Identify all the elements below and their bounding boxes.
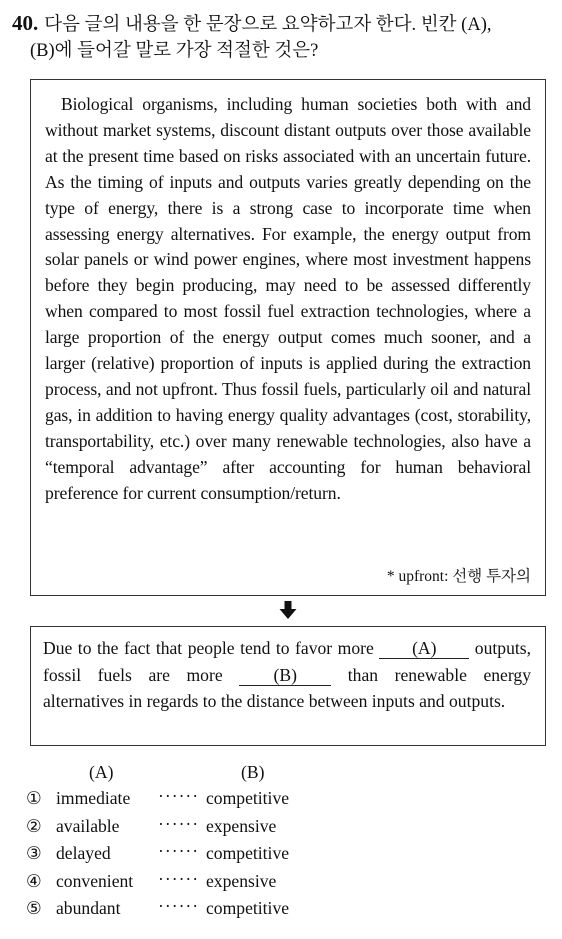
option-a-word: abundant [56, 898, 121, 918]
option-marker: ④ [26, 870, 42, 891]
option-separator: ······ [158, 896, 200, 916]
option-a-word: convenient [56, 870, 134, 891]
option-marker: ⑤ [26, 898, 42, 918]
option-marker: ① [26, 788, 42, 808]
blank-a: (A) [379, 638, 469, 659]
option-a-word: immediate [56, 788, 131, 808]
footnote: * upfront: 선행 투자의 [386, 568, 531, 585]
option-5[interactable] [26, 898, 326, 926]
option-separator: ······ [158, 786, 200, 806]
option-b-word: competitive [206, 843, 290, 863]
option-b-word: competitive [206, 898, 290, 918]
option-b-word: competitive [206, 788, 290, 808]
option-3[interactable] [26, 843, 326, 871]
question-number: 40. [12, 11, 39, 35]
answer-options [26, 762, 326, 926]
option-b-word: expensive [206, 815, 277, 836]
option-marker: ② [26, 815, 42, 836]
option-a-word: available [56, 815, 120, 836]
option-marker: ③ [26, 843, 42, 863]
option-4[interactable] [26, 868, 326, 899]
summary-text-part1: Due to the fact that people tend to favor more [43, 638, 380, 658]
blank-b: (B) [239, 665, 331, 686]
option-separator: ······ [158, 868, 200, 889]
options-header-a: (A) [89, 762, 114, 782]
option-b-word: expensive [206, 870, 277, 891]
question-stem [12, 10, 552, 64]
down-arrow-icon [278, 600, 298, 620]
option-separator: ······ [158, 841, 200, 861]
question-text-line2: (B)에 들어갈 말로 가장 적절한 것은? [30, 41, 319, 61]
passage-text: Biological organisms, including human societies both with and without market systems, discount distant outputs over those available at the present time based on risks associated with an uncertain future. As the timing of inputs and outputs varies greatly depending on the type of energy, there is a strong case to incorporate time when assessing energy alternatives. For example, the energy output from solar panels or wind power engines, where most investment happens before they begin producing, may need to be assessed differently when compared to most fossil fuel extraction technologies, where a large proportion of the energy output comes much sooner, and a larger (relative) proportion of inputs is applied during the extraction process, and not upfront. Thus fossil fuels, particularly oil and natural gas, in addition to having energy quality advantages (cost, storability, transportability, etc.) over many renewable technologies, also have a “temporal advantage” after accounting for human behavioral preference for current consumption/return. [45, 94, 531, 503]
option-separator: ······ [158, 813, 200, 834]
summary-text-part3: than renewable energy alternatives in regards to the distance between inputs and outputs. [43, 664, 532, 711]
option-1[interactable] [26, 788, 326, 816]
question-text-line1: 다음 글의 내용을 한 문장으로 요약하고자 한다. 빈칸 (A), [44, 15, 492, 35]
option-2[interactable] [26, 813, 326, 844]
options-header-b: (B) [241, 762, 265, 782]
summary-text-part2: outputs, fossil fuels are more [43, 638, 531, 685]
option-a-word: delayed [56, 843, 111, 863]
options-header [26, 762, 326, 788]
passage-box [30, 79, 546, 596]
summary-box [30, 626, 546, 746]
